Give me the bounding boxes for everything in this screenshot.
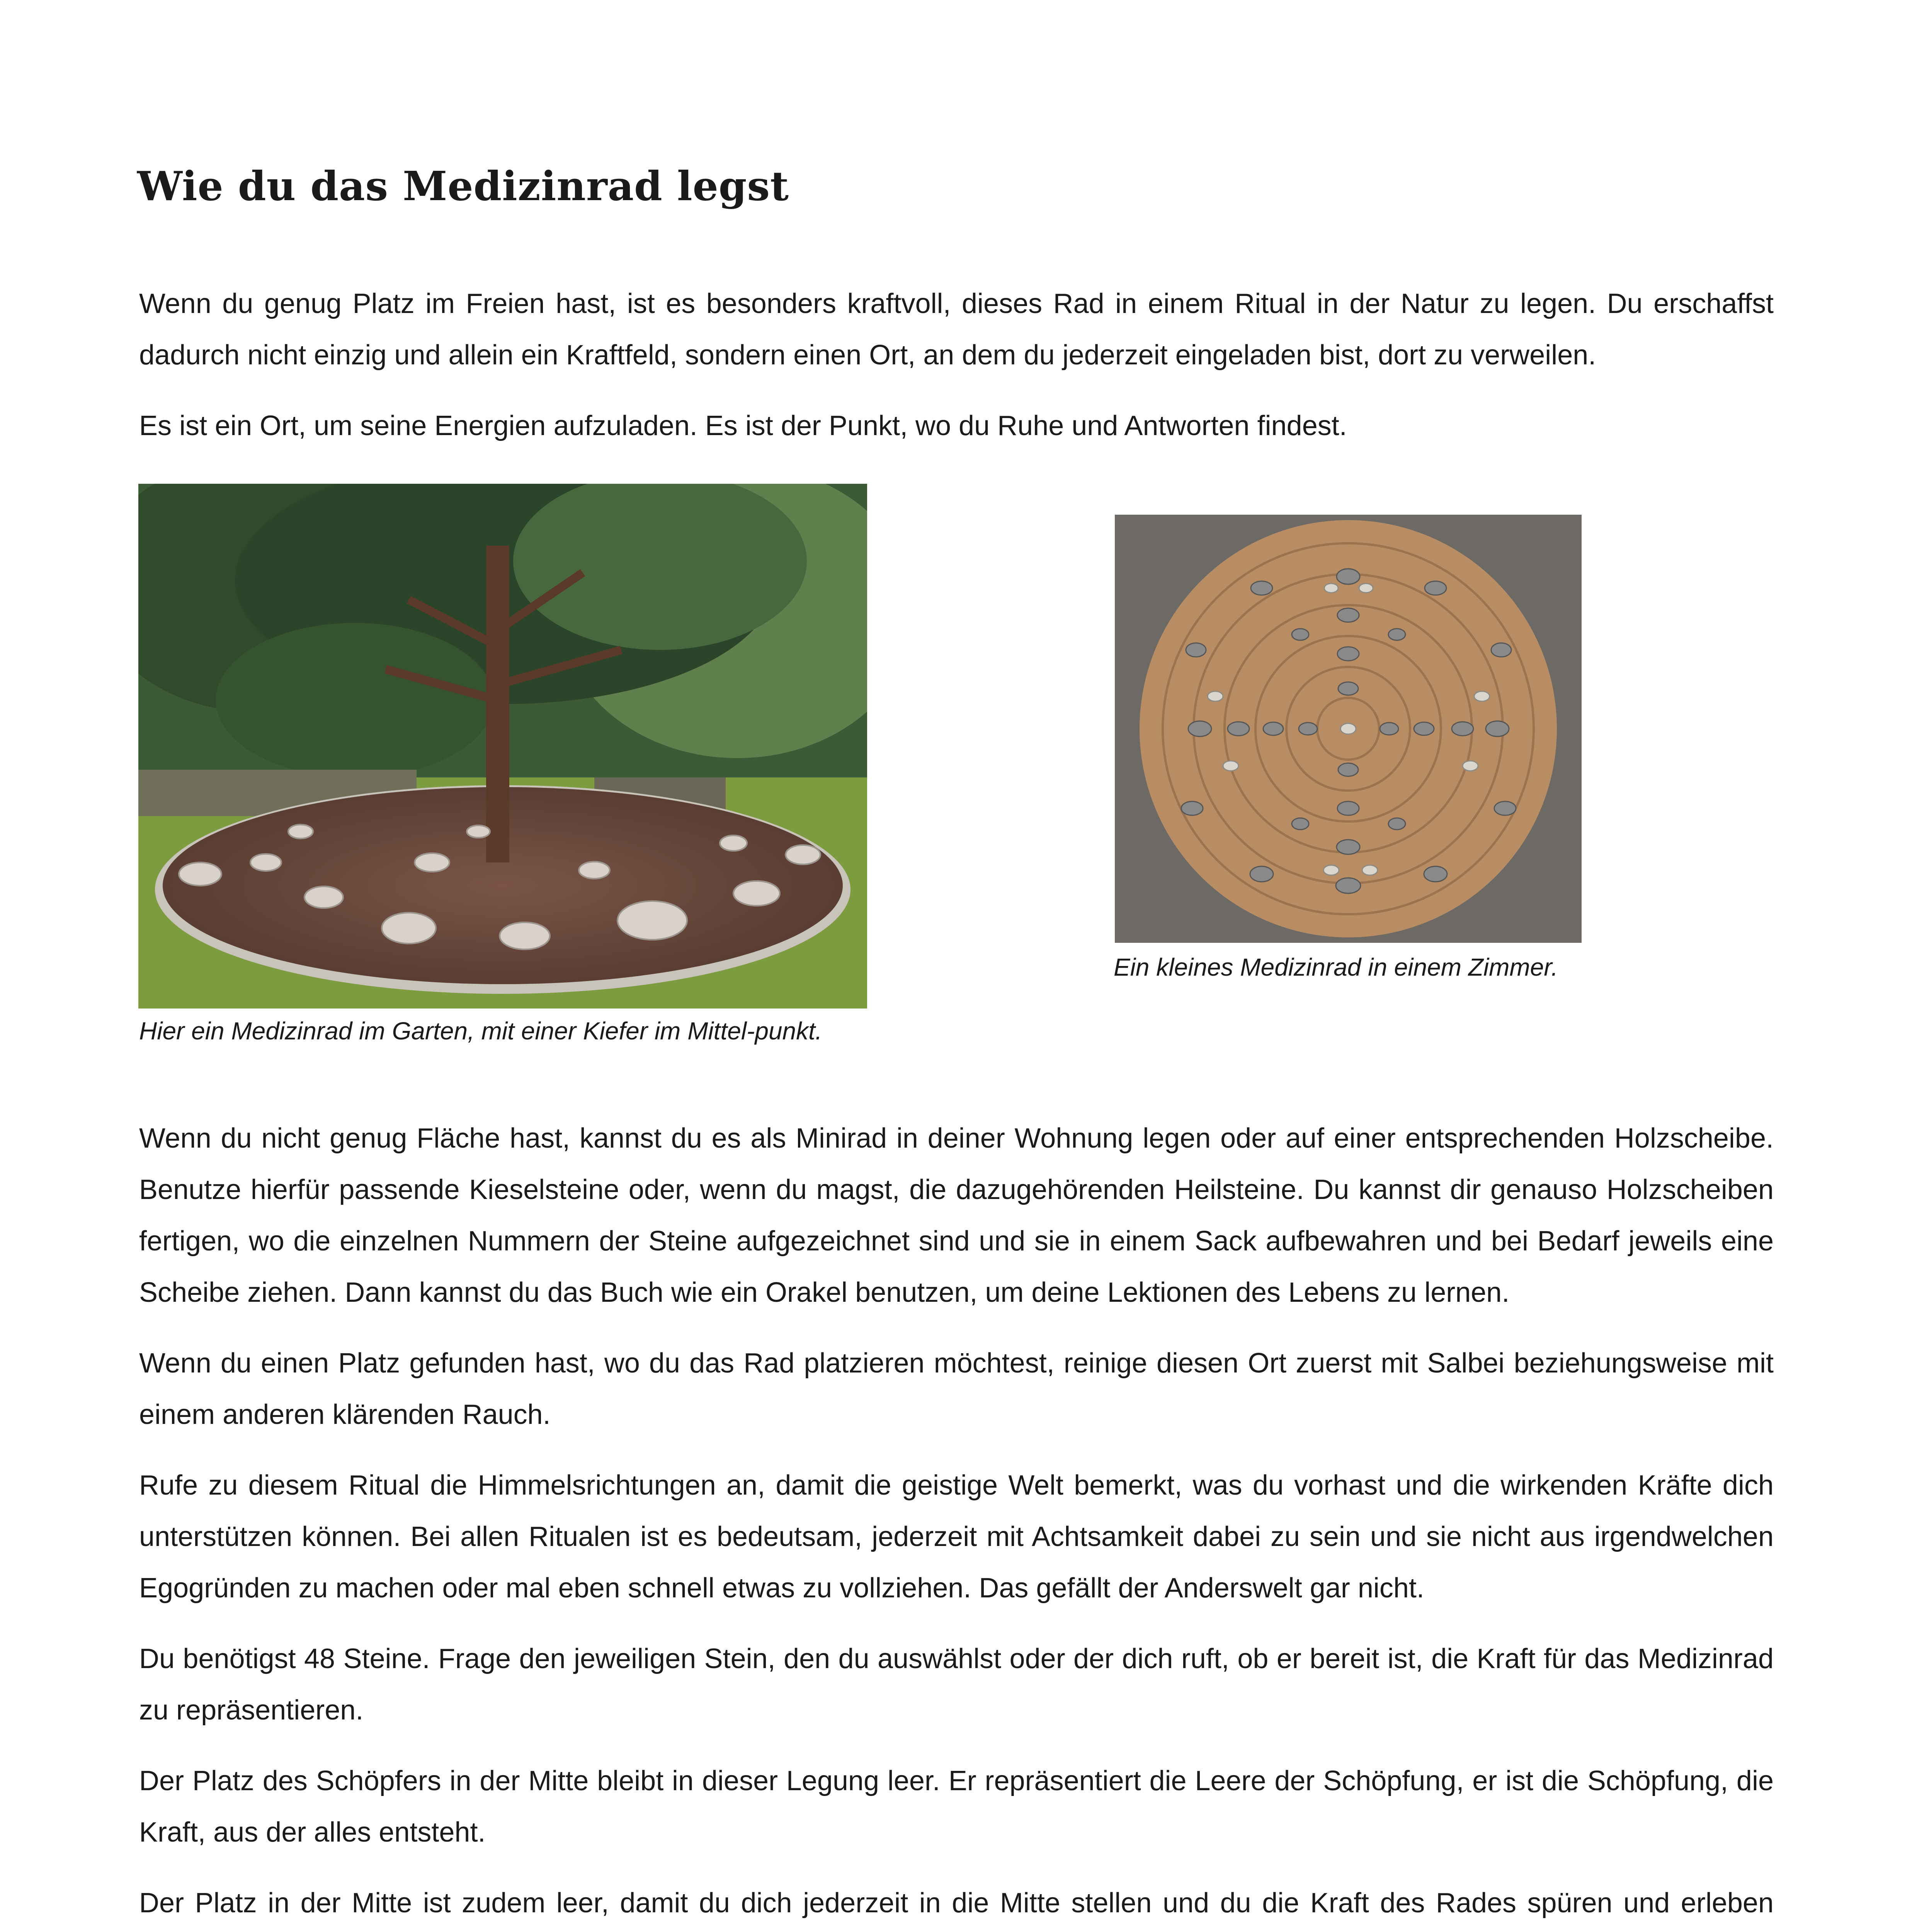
paragraph-minirad: Wenn du nicht genug Fläche hast, kannst du es als Minirad in deiner Wohnung legen oder auf einer entsprechenden Holzscheibe. Benutze hierfür passende Kieselsteine oder, wenn du magst, die dazugehörenden Heilsteine. Du kannst dir genauso Holzscheiben fertigen, wo die einzelnen Nummern der Steine aufgezeichnet sind und sie in einem Sack aufbewahren und bei Bedarf jeweils eine Scheibe ziehen. Dann kannst du das Buch wie ein Orakel benutzen, um deine Lektionen des Lebens zu lernen. xyxy=(139,1123,1774,1308)
garden-medicine-wheel-photo xyxy=(138,484,867,1009)
page-title: Wie du das Medizinrad legst xyxy=(137,162,789,210)
garden-photo-illustration xyxy=(138,484,867,1009)
paragraph-intro: Wenn du genug Platz im Freien hast, ist es besonders kraftvoll, dieses Rad in einem Ritual in der Natur zu legen. Du erschaffst dadurch nicht einzig und allein ein Kraftfeld, sondern einen Ort, an dem du jederzeit eingeladen bist, dort zu verweilen. xyxy=(139,288,1774,371)
main-section xyxy=(139,1113,1774,1932)
paragraph-energy: Es ist ein Ort, um seine Energien aufzuladen. Es ist der Punkt, wo du Ruhe und Antworten findest. xyxy=(139,410,1347,441)
paragraph-cleansing: Wenn du einen Platz gefunden hast, wo du das Rad platzieren möchtest, reinige diesen Ort zuerst mit Salbei beziehungsweise mit einem anderen klärenden Rauch. xyxy=(139,1348,1774,1430)
paragraph-creator-place: Der Platz des Schöpfers in der Mitte bleibt in dieser Legung leer. Er repräsentiert die Leere der Schöpfung, er ist die Schöpfung, die Kraft, aus der alles entsteht. xyxy=(139,1765,1774,1848)
room-medicine-wheel-photo xyxy=(1115,515,1582,943)
room-photo-caption: Ein kleines Medizinrad in einem Zimmer. xyxy=(1114,953,1558,981)
paragraph-center: Der Platz in der Mitte ist zudem leer, damit du dich jederzeit in die Mitte stellen und du die Kraft des Rades spüren und erleben xyxy=(139,1888,1774,1918)
garden-photo-caption: Hier ein Medizinrad im Garten, mit einer Kiefer im Mittel-punkt. xyxy=(139,1017,822,1045)
intro-section xyxy=(139,278,1774,452)
room-photo-illustration xyxy=(1115,515,1582,943)
paragraph-directions: Rufe zu diesem Ritual die Himmelsrichtungen an, damit die geistige Welt bemerkt, was du vorhast und die wirkenden Kräfte dich unterstützen können. Bei allen Ritualen ist es bedeutsam, jederzeit mit Achtsamkeit dabei zu sein und sie nicht aus irgendwelchen Egogründen zu machen oder mal eben schnell etwas zu vollziehen. Das gefällt der Anderswelt gar nicht. xyxy=(139,1470,1774,1604)
paragraph-stones: Du benötigst 48 Steine. Frage den jeweiligen Stein, den du auswählst oder der dich ruft, ob er bereit ist, die Kraft für das Medizinrad zu repräsentieren. xyxy=(139,1643,1774,1726)
